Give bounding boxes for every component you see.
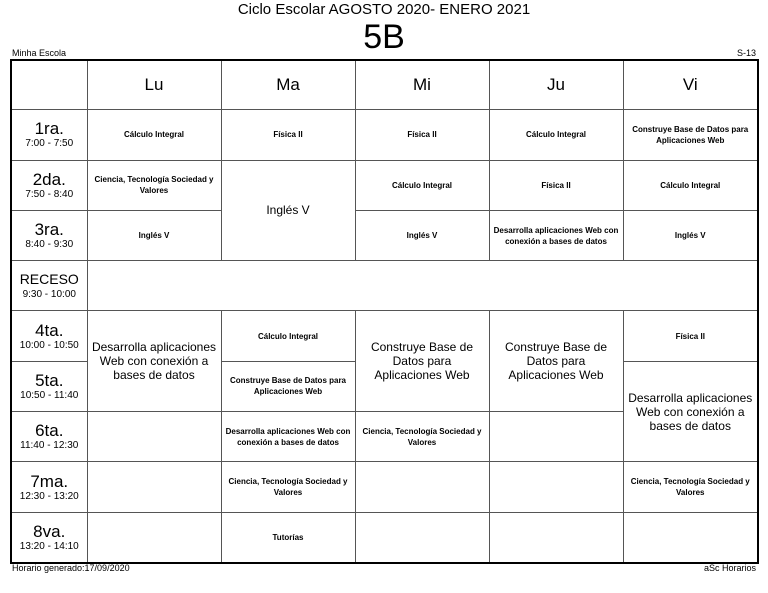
lesson-cell: Ciencia, Tecnología Sociedad y Valores bbox=[623, 462, 758, 512]
room-label: S-13 bbox=[736, 48, 756, 58]
page-title: Ciclo Escolar AGOSTO 2020- ENERO 2021 bbox=[237, 1, 531, 18]
lesson-cell: Cálculo Integral bbox=[623, 160, 758, 210]
period-label bbox=[11, 210, 87, 260]
period-name: 1ra. bbox=[34, 119, 64, 139]
period-name: RECESO bbox=[19, 271, 79, 288]
lesson-cell: Desarrolla aplicaciones Web con conexión a bases de datos bbox=[623, 361, 758, 462]
day-header: Ju bbox=[489, 60, 623, 110]
empty-cell bbox=[489, 512, 623, 563]
empty-cell bbox=[489, 412, 623, 462]
period-label bbox=[11, 412, 87, 462]
period-row bbox=[11, 210, 758, 260]
day-header: Lu bbox=[87, 60, 221, 110]
lesson-cell: Cálculo Integral bbox=[221, 311, 355, 361]
period-name: 2da. bbox=[32, 169, 66, 189]
period-name: 5ta. bbox=[35, 370, 64, 390]
empty-cell bbox=[87, 462, 221, 512]
empty-cell bbox=[87, 412, 221, 462]
lesson-cell: Física II bbox=[623, 311, 758, 361]
period-label bbox=[11, 311, 87, 361]
lesson-cell: Cálculo Integral bbox=[87, 110, 221, 160]
corner-cell bbox=[11, 60, 87, 110]
lesson-cell: Tutorías bbox=[221, 512, 355, 563]
period-row bbox=[11, 110, 758, 160]
lesson-cell: Inglés V bbox=[355, 210, 489, 260]
lesson-cell: Ciencia, Tecnología Sociedad y Valores bbox=[87, 160, 221, 210]
period-time: 11:40 - 12:30 bbox=[20, 440, 79, 452]
lesson-cell: Ciencia, Tecnología Sociedad y Valores bbox=[355, 412, 489, 462]
period-name: 6ta. bbox=[35, 421, 64, 441]
period-name: 8va. bbox=[33, 521, 66, 541]
period-row bbox=[11, 160, 758, 210]
period-name: 7ma. bbox=[30, 471, 69, 491]
lesson-cell: Construye Base de Datos para Aplicaciones Web bbox=[221, 361, 355, 411]
lesson-cell: Física II bbox=[355, 110, 489, 160]
period-row bbox=[11, 311, 758, 361]
period-time: 13:20 - 14:10 bbox=[19, 540, 79, 552]
lesson-cell: Física II bbox=[221, 110, 355, 160]
day-header: Mi bbox=[355, 60, 489, 110]
lesson-cell: Inglés V bbox=[623, 210, 758, 260]
period-time: 10:00 - 10:50 bbox=[19, 339, 79, 351]
period-label bbox=[11, 462, 87, 512]
lesson-cell: Desarrolla aplicaciones Web con conexión a bases de datos bbox=[87, 311, 221, 412]
period-time: 8:40 - 9:30 bbox=[25, 239, 74, 251]
period-row bbox=[11, 512, 758, 563]
break-cell bbox=[87, 261, 758, 311]
lesson-cell: Cálculo Integral bbox=[355, 160, 489, 210]
lesson-cell: Ciencia, Tecnología Sociedad y Valores bbox=[221, 462, 355, 512]
period-label bbox=[11, 361, 87, 411]
period-name: 3ra. bbox=[34, 220, 64, 240]
school-name: Minha Escola bbox=[12, 48, 67, 58]
empty-cell bbox=[355, 512, 489, 563]
day-header: Ma bbox=[221, 60, 355, 110]
empty-cell bbox=[623, 512, 758, 563]
lesson-cell: Desarrolla aplicaciones Web con conexión a bases de datos bbox=[489, 210, 623, 260]
empty-cell bbox=[87, 512, 221, 563]
lesson-cell: Física II bbox=[489, 160, 623, 210]
lesson-cell: Inglés V bbox=[87, 210, 221, 260]
period-name: 4ta. bbox=[35, 320, 64, 340]
period-time: 12:30 - 13:20 bbox=[19, 490, 79, 502]
lesson-cell: Construye Base de Datos para Aplicaciones Web bbox=[623, 110, 758, 160]
timetable bbox=[10, 59, 759, 564]
period-label bbox=[11, 110, 87, 160]
day-header-row bbox=[11, 60, 758, 110]
break-row bbox=[11, 261, 758, 311]
lesson-cell: Inglés V bbox=[221, 160, 355, 261]
empty-cell bbox=[355, 462, 489, 512]
period-label bbox=[11, 160, 87, 210]
period-label bbox=[11, 261, 87, 311]
period-time: 7:00 - 7:50 bbox=[25, 138, 74, 150]
period-row bbox=[11, 462, 758, 512]
generated-date: Horario generado:17/09/2020 bbox=[12, 563, 130, 573]
lesson-cell: Cálculo Integral bbox=[489, 110, 623, 160]
day-header: Vi bbox=[623, 60, 758, 110]
empty-cell bbox=[489, 462, 623, 512]
brand-label: aSc Horarios bbox=[703, 563, 756, 573]
lesson-cell: Desarrolla aplicaciones Web con conexión a bases de datos bbox=[221, 412, 355, 462]
lesson-cell: Construye Base de Datos para Aplicaciones Web bbox=[355, 311, 489, 412]
class-name: 5B bbox=[363, 18, 405, 56]
period-time: 10:50 - 11:40 bbox=[20, 389, 79, 401]
period-time: 7:50 - 8:40 bbox=[25, 188, 74, 200]
period-time: 9:30 - 10:00 bbox=[22, 289, 76, 301]
lesson-cell: Construye Base de Datos para Aplicaciones Web bbox=[489, 311, 623, 412]
period-label bbox=[11, 512, 87, 563]
